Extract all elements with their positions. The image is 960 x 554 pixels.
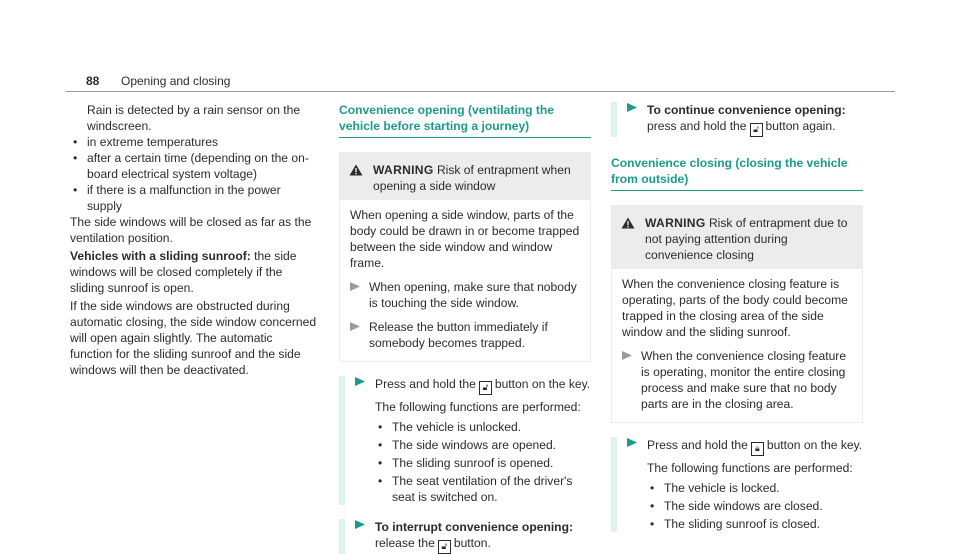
- sunroof-label: Vehicles with a sliding sunroof:: [70, 249, 251, 263]
- warning-body: [339, 201, 591, 362]
- lock-key-icon: 🔒︎: [751, 442, 764, 456]
- action-step-open: [339, 376, 591, 505]
- list-item: • The vehicle is unlocked.: [375, 419, 591, 435]
- continue-text-after: button again.: [765, 119, 836, 133]
- unlock-key-icon: 🔓︎: [438, 540, 451, 554]
- sunroof-paragraph: [70, 248, 318, 296]
- unlock-key-icon: 🔓︎: [479, 381, 492, 395]
- warning-step-text: When opening, make sure that nobody is touching the side window.: [369, 280, 577, 310]
- interrupt-label: To interrupt convenience opening:: [375, 520, 573, 534]
- arrow-right-icon: [350, 282, 360, 291]
- ventilation-text: The side windows will be closed as far as the ventilation position.: [70, 215, 312, 245]
- warning-body: [611, 270, 863, 423]
- warning-text: When the convenience closing feature is operating, parts of the body could become trapped in the closing area of the side window and the sliding sunroof.: [622, 277, 848, 339]
- action-step-close: [611, 437, 863, 532]
- functions-intro: The following functions are performed:: [647, 461, 853, 475]
- column-2: [339, 102, 591, 554]
- section-title-convenience-closing: Convenience closing (closing the vehicle from outside): [611, 155, 863, 191]
- warning-step-text: When the convenience closing feature is operating, monitor the entire closing process and make sure that no body parts are in the closing area.: [641, 349, 847, 411]
- list-item: • The sliding sunroof is closed.: [647, 516, 863, 532]
- list-item: • The vehicle is locked.: [647, 480, 863, 496]
- continue-label: To continue convenience opening:: [647, 103, 846, 117]
- continue-text-before: press and hold the: [647, 119, 747, 133]
- arrow-right-icon: [355, 377, 365, 386]
- list-item: • after a certain time (depending on the on-board electrical system voltage): [70, 150, 318, 182]
- column-3: [611, 102, 863, 532]
- list-item: • if there is a malfunction in the power supply: [70, 182, 318, 214]
- list-item: • The sliding sunroof is opened.: [375, 455, 591, 471]
- warning-header: [339, 152, 591, 201]
- list-item: • The side windows are closed.: [647, 498, 863, 514]
- action-text-before: Press and hold the: [375, 377, 476, 391]
- interrupt-text: [375, 519, 591, 554]
- close-conditions-list: [70, 134, 318, 214]
- column-1: [70, 102, 318, 378]
- sunroof-text: the side windows will be closed completely if the sliding sunroof is open.: [70, 249, 297, 295]
- action-step-interrupt: [339, 519, 591, 554]
- warning-step: [350, 279, 580, 311]
- warning-box: [611, 205, 863, 423]
- rain-sensor-text: Rain is detected by a rain sensor on the windscreen.: [87, 103, 301, 133]
- section-title-convenience-opening: Convenience opening (ventilating the vehicle before starting a journey): [339, 102, 591, 138]
- unlock-key-icon: 🔓︎: [750, 123, 763, 137]
- warning-label: WARNING: [373, 163, 434, 177]
- warning-box: [339, 152, 591, 362]
- warning-label: WARNING: [645, 216, 706, 230]
- list-item: • The side windows are opened.: [375, 437, 591, 453]
- functions-list: [647, 480, 863, 532]
- warning-heading: [645, 215, 853, 263]
- warning-step: [350, 319, 580, 351]
- continue-text: [647, 102, 863, 137]
- action-text-before: Press and hold the: [647, 438, 748, 452]
- action-text-after: button on the key.: [494, 377, 591, 391]
- action-text: [375, 376, 591, 395]
- functions-intro: The following functions are performed:: [375, 400, 581, 414]
- action-text: [647, 437, 863, 456]
- obstruction-text: If the side windows are obstructed during automatic closing, the side window concerned will open again slightly. The automatic function for the sliding sunroof and the side windows will then be deactivated.: [70, 299, 317, 377]
- warning-header: [611, 205, 863, 270]
- action-text-after: button on the key.: [766, 438, 863, 452]
- functions-list: [375, 419, 591, 505]
- arrow-right-icon: [355, 520, 365, 529]
- action-step-continue: [611, 102, 863, 137]
- list-item: • in extreme temperatures: [70, 134, 318, 150]
- warning-heading: [373, 162, 581, 194]
- warning-triangle-icon: [621, 217, 635, 229]
- arrow-right-icon: [627, 103, 637, 112]
- warning-step: [622, 348, 852, 412]
- warning-text: When opening a side window, parts of the body could be drawn in or become trapped between the side window and window frame.: [350, 208, 580, 270]
- arrow-right-icon: [622, 351, 632, 360]
- interrupt-text-before: release the: [375, 536, 435, 550]
- arrow-right-icon: [627, 438, 637, 447]
- page-title: Opening and closing: [121, 74, 231, 88]
- warning-step-text: Release the button immediately if somebody becomes trapped.: [369, 320, 548, 350]
- arrow-right-icon: [350, 322, 360, 331]
- page-header: [66, 73, 895, 92]
- page-number: 88: [86, 74, 100, 88]
- warning-title: Risk of entrapment due to not paying attention during convenience closing: [645, 216, 848, 262]
- warning-triangle-icon: [349, 164, 363, 176]
- list-item: • The seat ventilation of the driver's seat is switched on.: [375, 473, 591, 505]
- interrupt-text-after: button.: [453, 536, 491, 550]
- warning-title: Risk of entrapment when opening a side window: [373, 163, 571, 193]
